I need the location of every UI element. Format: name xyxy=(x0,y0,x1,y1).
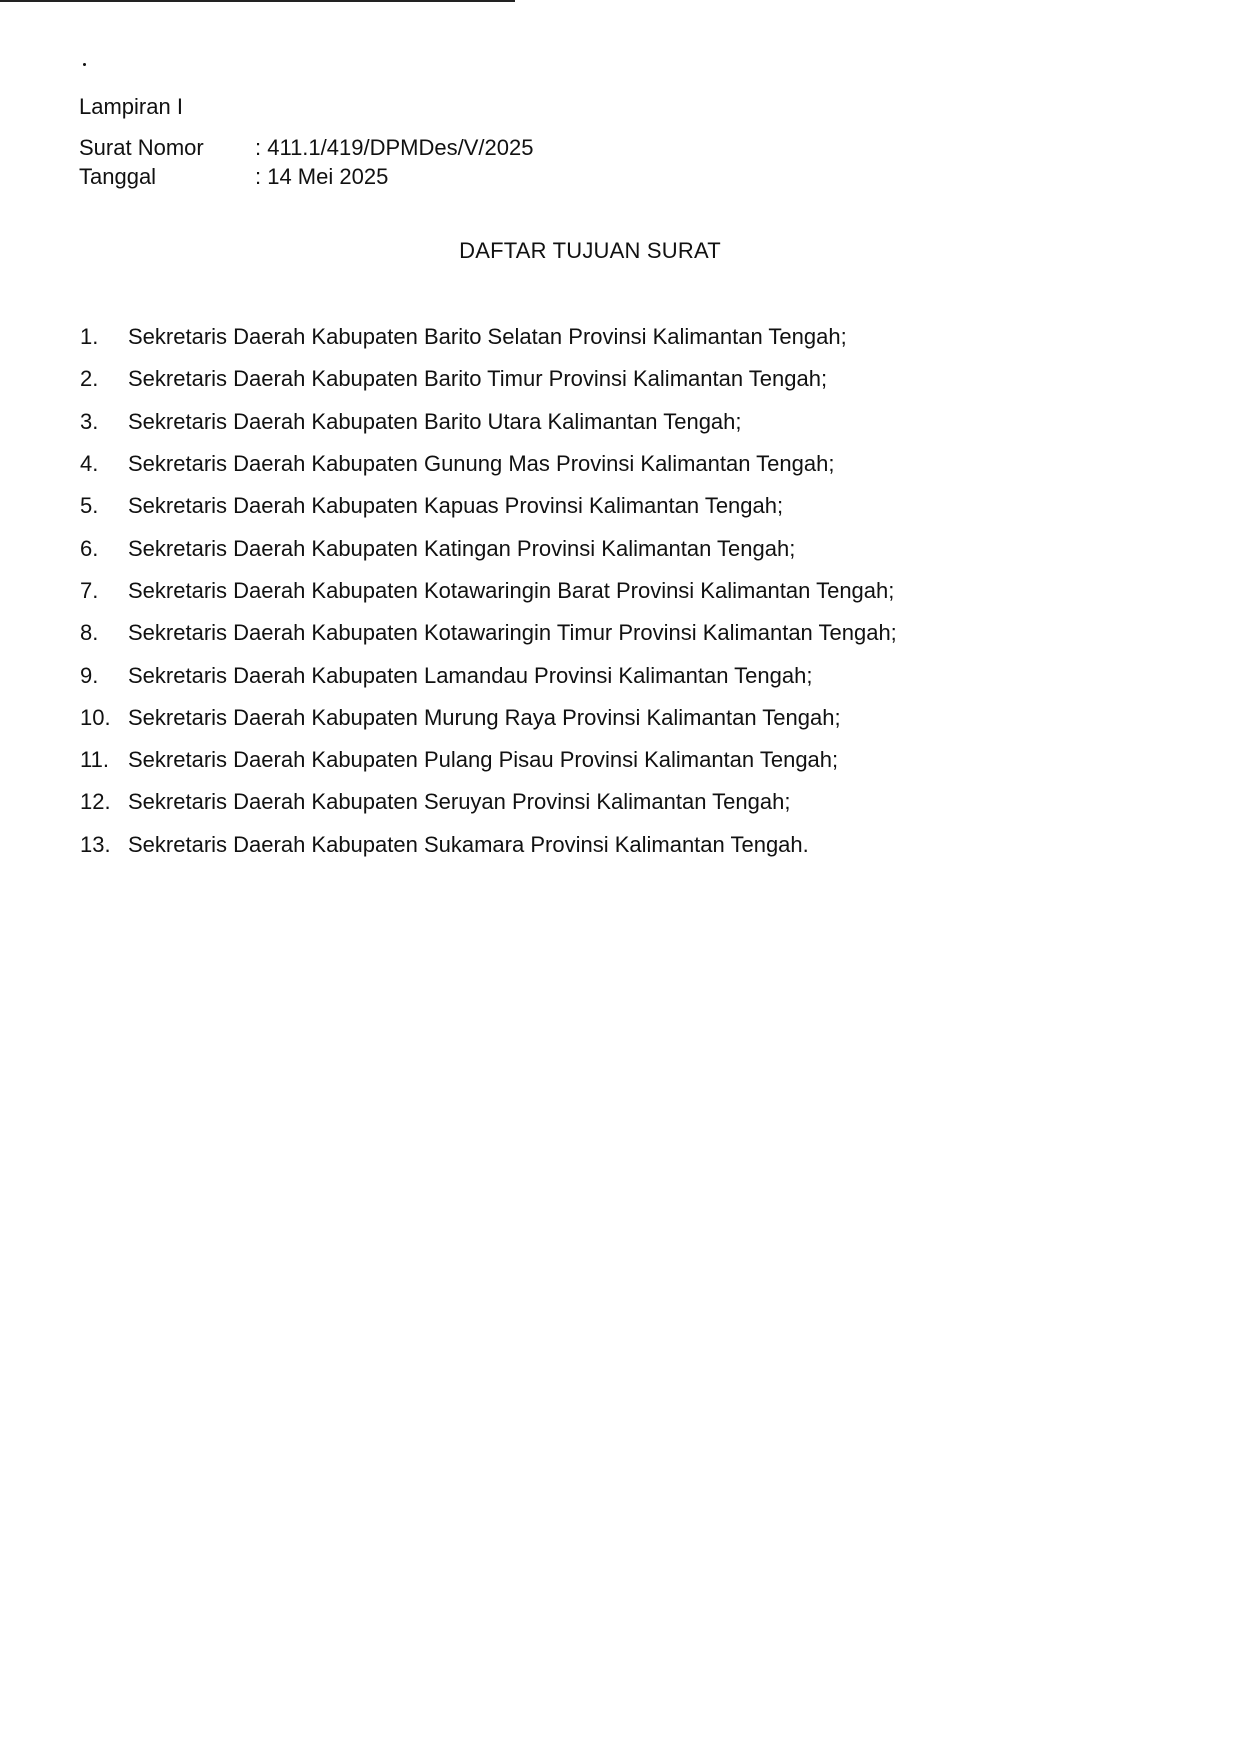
recipient-item xyxy=(80,485,1180,527)
recipient-number: 12. xyxy=(80,789,111,815)
recipient-number: 11. xyxy=(80,747,109,773)
recipient-item xyxy=(80,654,1180,696)
recipient-text: Sekretaris Daerah Kabupaten Seruyan Provinsi Kalimantan Tengah; xyxy=(128,789,791,815)
recipient-text: Sekretaris Daerah Kabupaten Kotawaringin Barat Provinsi Kalimantan Tengah; xyxy=(128,577,895,603)
recipient-number: 8. xyxy=(80,620,99,646)
recipient-text: Sekretaris Daerah Kabupaten Murung Raya Provinsi Kalimantan Tengah; xyxy=(128,704,841,730)
recipient-text: Sekretaris Daerah Kabupaten Kapuas Provinsi Kalimantan Tengah; xyxy=(128,493,784,519)
recipient-number: 3. xyxy=(80,408,99,434)
recipient-item xyxy=(80,612,1180,654)
document-title: DAFTAR TUJUAN SURAT xyxy=(459,238,721,263)
document-header xyxy=(79,92,533,191)
recipient-item xyxy=(80,401,1180,443)
surat-nomor-value: : 411.1/419/DPMDes/V/2025 xyxy=(255,135,534,160)
recipient-item xyxy=(80,316,1180,358)
recipient-text: Sekretaris Daerah Kabupaten Gunung Mas Provinsi Kalimantan Tengah; xyxy=(128,451,835,477)
recipient-list xyxy=(80,316,1180,866)
recipient-item xyxy=(80,443,1180,485)
recipient-item xyxy=(80,527,1180,569)
recipient-number: 6. xyxy=(80,535,99,561)
scan-dot xyxy=(83,63,86,66)
recipient-text: Sekretaris Daerah Kabupaten Sukamara Provinsi Kalimantan Tengah. xyxy=(128,831,809,857)
recipient-text: Sekretaris Daerah Kabupaten Lamandau Provinsi Kalimantan Tengah; xyxy=(128,662,813,688)
lampiran-label: Lampiran I xyxy=(79,94,183,119)
recipient-text: Sekretaris Daerah Kabupaten Pulang Pisau Provinsi Kalimantan Tengah; xyxy=(128,747,839,773)
top-rule xyxy=(0,0,515,2)
surat-nomor-row xyxy=(79,133,533,162)
recipient-item xyxy=(80,781,1180,823)
recipient-item xyxy=(80,697,1180,739)
recipient-text: Sekretaris Daerah Kabupaten Barito Timur Provinsi Kalimantan Tengah; xyxy=(128,366,828,392)
recipient-text: Sekretaris Daerah Kabupaten Barito Selatan Provinsi Kalimantan Tengah; xyxy=(128,324,847,350)
recipient-number: 13. xyxy=(80,831,111,857)
recipient-number: 5. xyxy=(80,493,99,519)
recipient-number: 10. xyxy=(80,704,111,730)
recipient-text: Sekretaris Daerah Kabupaten Barito Utara Kalimantan Tengah; xyxy=(128,408,742,434)
recipient-number: 4. xyxy=(80,451,99,477)
tanggal-row xyxy=(79,162,533,191)
recipient-item xyxy=(80,570,1180,612)
recipient-item xyxy=(80,358,1180,400)
recipient-number: 7. xyxy=(80,577,99,603)
recipient-text: Sekretaris Daerah Kabupaten Kotawaringin Timur Provinsi Kalimantan Tengah; xyxy=(128,620,897,646)
recipient-item xyxy=(80,739,1180,781)
recipient-number: 2. xyxy=(80,366,99,392)
recipient-text: Sekretaris Daerah Kabupaten Katingan Provinsi Kalimantan Tengah; xyxy=(128,535,796,561)
tanggal-value: : 14 Mei 2025 xyxy=(255,164,389,189)
recipient-number: 9. xyxy=(80,662,99,688)
tanggal-label: Tanggal xyxy=(79,164,157,189)
recipient-item xyxy=(80,824,1180,866)
surat-nomor-label: Surat Nomor xyxy=(79,135,204,160)
recipient-number: 1. xyxy=(80,324,99,350)
